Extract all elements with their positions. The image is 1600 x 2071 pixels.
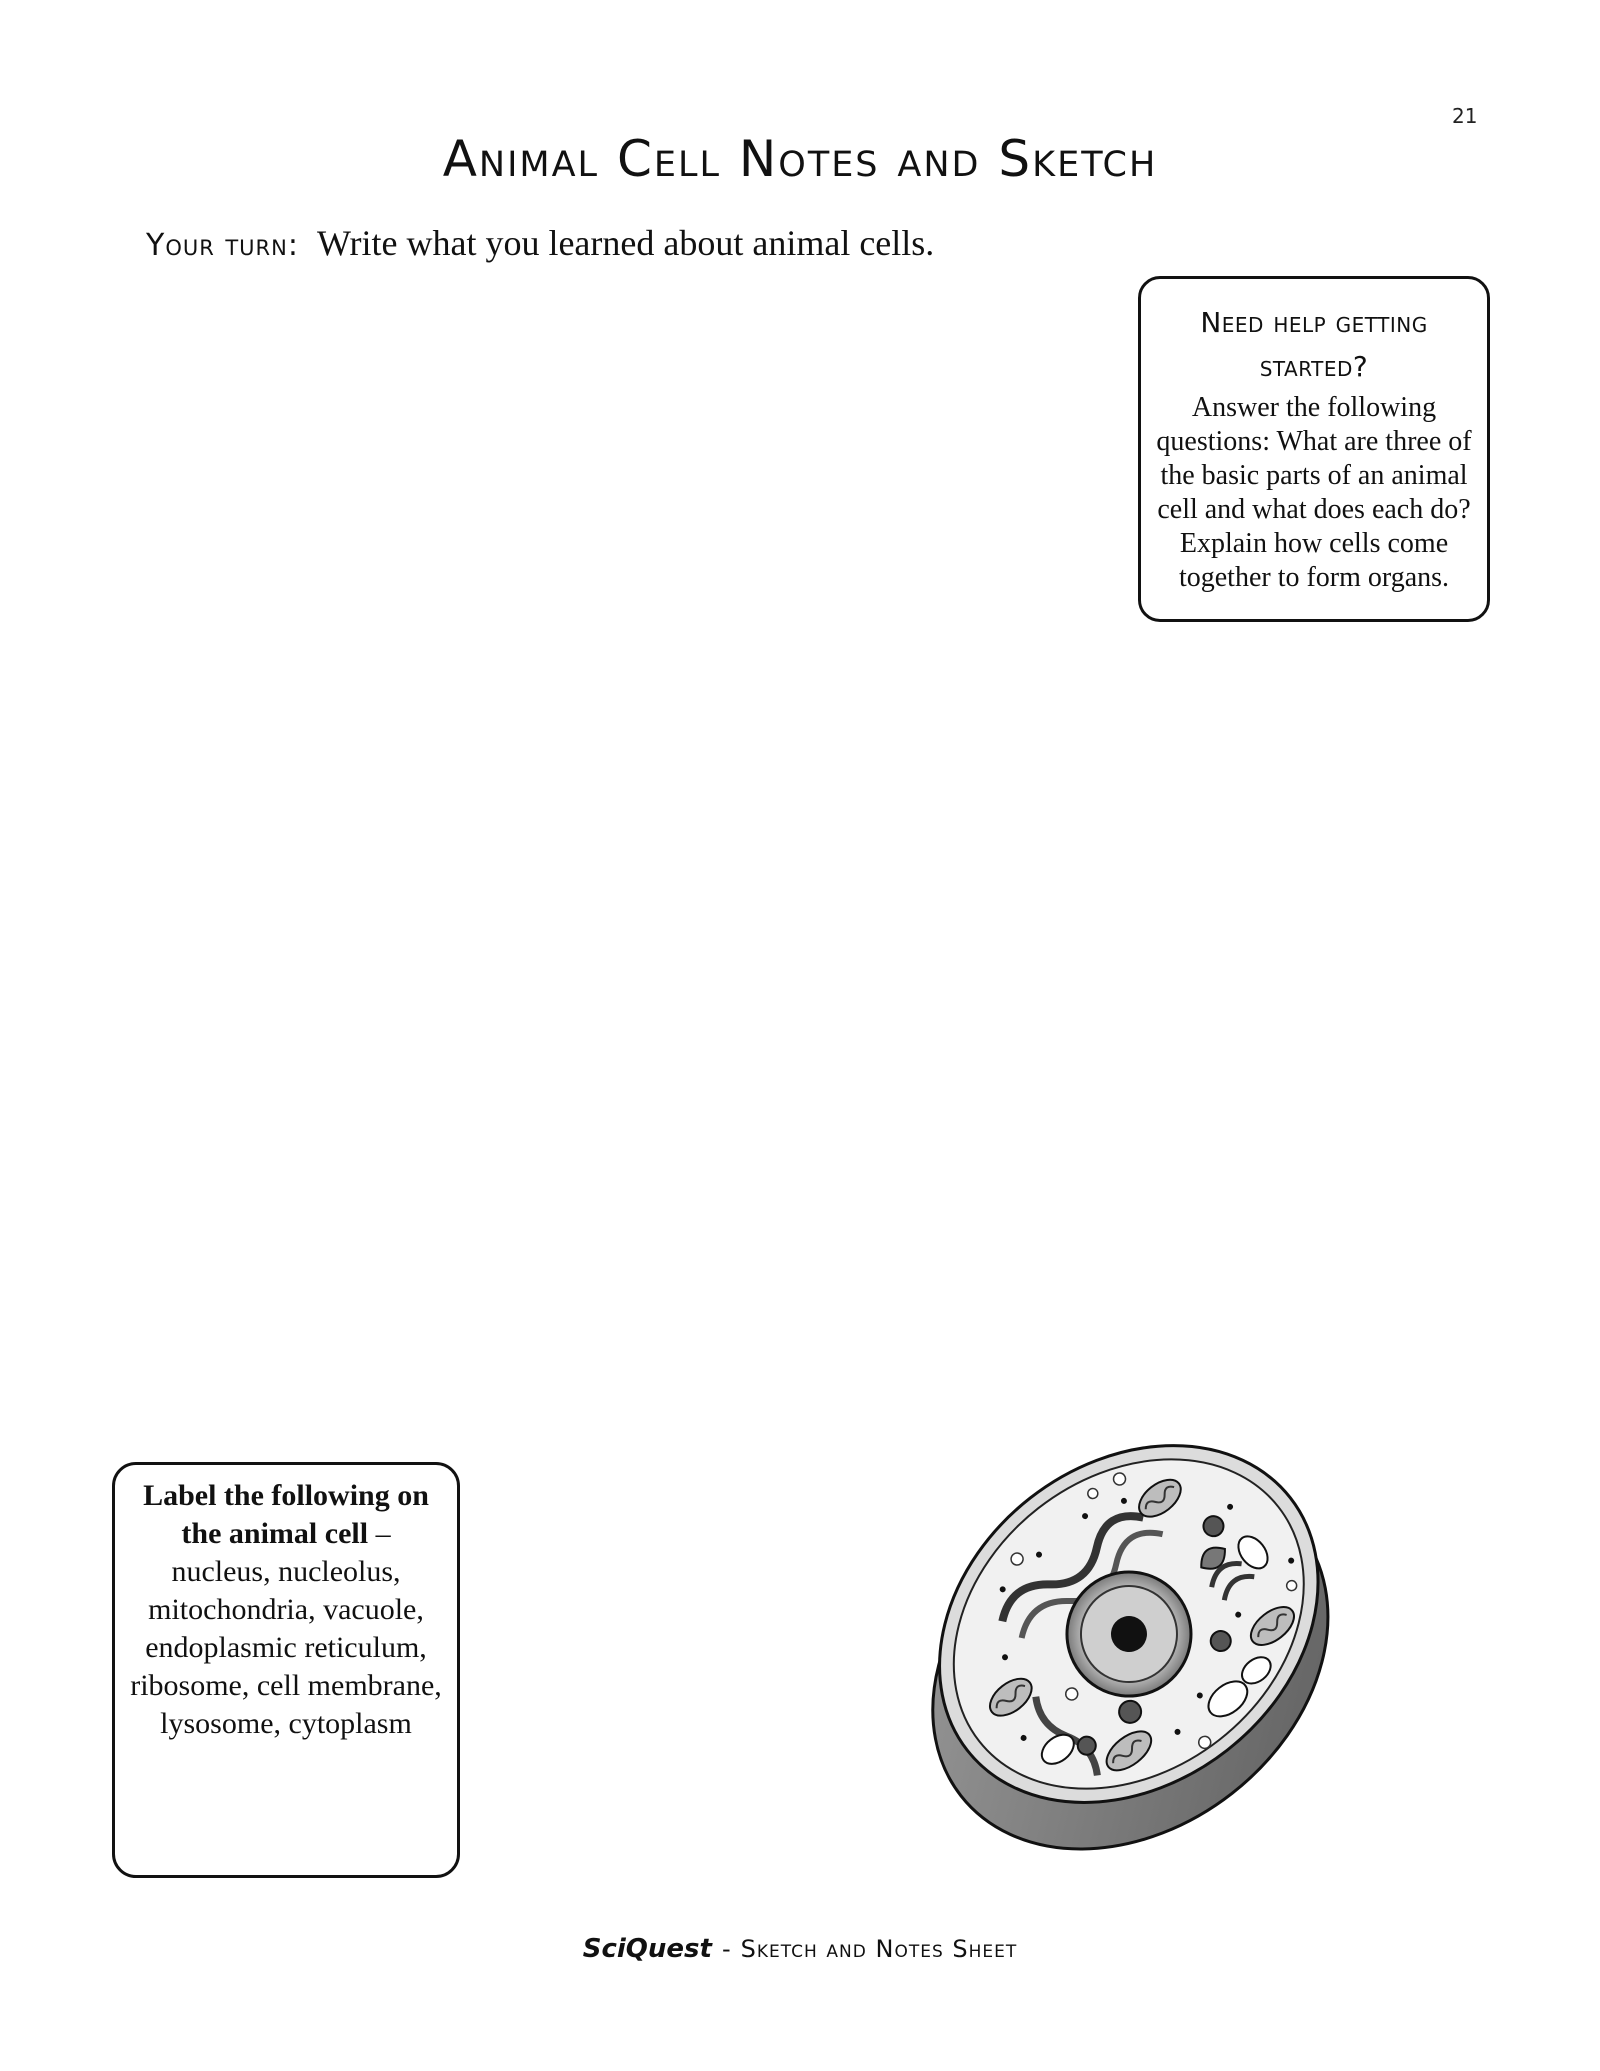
prompt-label: Your turn: [146, 228, 299, 263]
footer-subtitle: Sketch and Notes Sheet [740, 1935, 1018, 1963]
label-box-dash: – [368, 1517, 391, 1550]
help-box-body: Answer the following questions: What are three of the basic parts of an animal cell and what does each do? Explain how cells come together to form organs. [1156, 392, 1472, 593]
footer-separator: - [721, 1935, 731, 1963]
label-box-heading-line [125, 1477, 447, 1553]
prompt-text: Write what you learned about animal cells. [316, 223, 935, 263]
help-box-title: Need help getting started? [1200, 306, 1428, 383]
footer [0, 1934, 1600, 1964]
page-number: 21 [1452, 104, 1478, 128]
label-box-items: nucleus, nucleolus, mitochondria, vacuole, endoplasmic reticulum, ribosome, cell membrane, lysosome, cytoplasm [130, 1555, 442, 1740]
footer-brand: SciQuest [582, 1934, 712, 1964]
help-box [1138, 276, 1490, 622]
page-title: Animal Cell Notes and Sketch [442, 130, 1158, 188]
prompt-row [146, 222, 934, 264]
label-box-heading: Label the following on the animal cell [143, 1479, 429, 1550]
animal-cell-illustration [908, 1395, 1354, 1875]
label-instructions-box [112, 1462, 460, 1878]
